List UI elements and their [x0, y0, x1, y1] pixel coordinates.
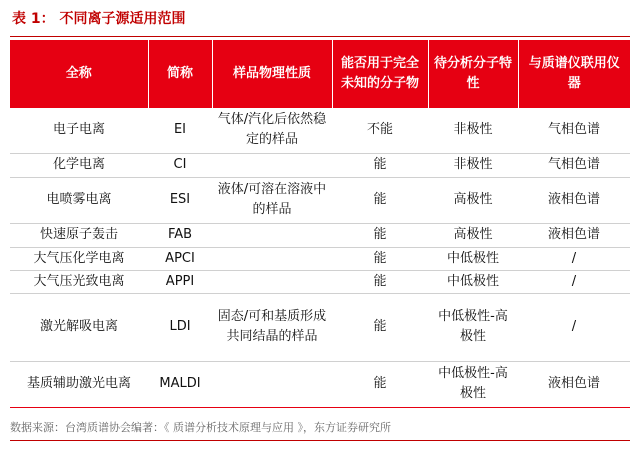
table-row [10, 247, 630, 270]
cell-coupled-instrument: / [518, 247, 630, 270]
cell-analyte-property: 非极性 [428, 108, 518, 153]
title-rule [10, 36, 630, 37]
cell-sample-property [212, 361, 332, 407]
cell-full-name: 电喷雾电离 [10, 177, 148, 223]
cell-sample-property [212, 270, 332, 293]
cell-full-name: 大气压光致电离 [10, 270, 148, 293]
table-row [10, 270, 630, 293]
cell-sample-property: 气体/汽化后依然稳定的样品 [212, 108, 332, 153]
cell-coupled-instrument: 液相色谱 [518, 361, 630, 407]
cell-full-name: 电子电离 [10, 108, 148, 153]
header-full-name: 全称 [10, 40, 148, 108]
cell-sample-property: 固态/可和基质形成共同结晶的样品 [212, 293, 332, 361]
table-row [10, 177, 630, 223]
cell-full-name: 快速原子轰击 [10, 223, 148, 247]
cell-abbreviation: LDI [148, 293, 212, 361]
cell-coupled-instrument: 液相色谱 [518, 177, 630, 223]
cell-sample-property [212, 247, 332, 270]
header-sample-physical-property: 样品物理性质 [212, 40, 332, 108]
cell-coupled-instrument: 气相色谱 [518, 108, 630, 153]
cell-analyte-property: 高极性 [428, 223, 518, 247]
header-row [10, 40, 630, 108]
header-unknown-molecule-capability: 能否用于完全未知的分子物 [332, 40, 428, 108]
cell-coupled-instrument: 液相色谱 [518, 223, 630, 247]
header-analyte-property: 待分析分子特性 [428, 40, 518, 108]
cell-abbreviation: ESI [148, 177, 212, 223]
cell-sample-property [212, 153, 332, 177]
cell-unknown-capability: 能 [332, 177, 428, 223]
cell-abbreviation: APCI [148, 247, 212, 270]
table-row [10, 361, 630, 407]
cell-analyte-property: 中低极性-高极性 [428, 293, 518, 361]
cell-abbreviation: MALDI [148, 361, 212, 407]
cell-unknown-capability: 能 [332, 223, 428, 247]
cell-full-name: 激光解吸电离 [10, 293, 148, 361]
cell-unknown-capability: 能 [332, 270, 428, 293]
header-abbreviation: 简称 [148, 40, 212, 108]
cell-analyte-property: 中低极性-高极性 [428, 361, 518, 407]
cell-analyte-property: 中低极性 [428, 270, 518, 293]
cell-abbreviation: APPI [148, 270, 212, 293]
cell-sample-property: 液体/可溶在溶液中的样品 [212, 177, 332, 223]
cell-abbreviation: EI [148, 108, 212, 153]
cell-abbreviation: FAB [148, 223, 212, 247]
header-coupled-instrument: 与质谱仪联用仪器 [518, 40, 630, 108]
cell-analyte-property: 非极性 [428, 153, 518, 177]
cell-unknown-capability: 能 [332, 247, 428, 270]
table-row [10, 293, 630, 361]
cell-full-name: 基质辅助激光电离 [10, 361, 148, 407]
table-title: 表 1： 不同离子源适用范围 [12, 11, 186, 27]
table-row [10, 108, 630, 153]
cell-analyte-property: 高极性 [428, 177, 518, 223]
cell-full-name: 大气压化学电离 [10, 247, 148, 270]
cell-analyte-property: 中低极性 [428, 247, 518, 270]
cell-coupled-instrument: 气相色谱 [518, 153, 630, 177]
cell-unknown-capability: 能 [332, 293, 428, 361]
cell-coupled-instrument: / [518, 293, 630, 361]
cell-unknown-capability: 能 [332, 361, 428, 407]
cell-coupled-instrument: / [518, 270, 630, 293]
cell-abbreviation: CI [148, 153, 212, 177]
cell-full-name: 化学电离 [10, 153, 148, 177]
cell-unknown-capability: 不能 [332, 108, 428, 153]
footer-rule [10, 440, 630, 441]
cell-sample-property [212, 223, 332, 247]
table-row [10, 153, 630, 177]
source-note: 数据来源：台湾质谱协会编著：《 质谱分析技术原理与应用 》，东方证券研究所 [10, 421, 391, 434]
ion-source-table [10, 40, 630, 408]
table-row [10, 223, 630, 247]
cell-unknown-capability: 能 [332, 153, 428, 177]
